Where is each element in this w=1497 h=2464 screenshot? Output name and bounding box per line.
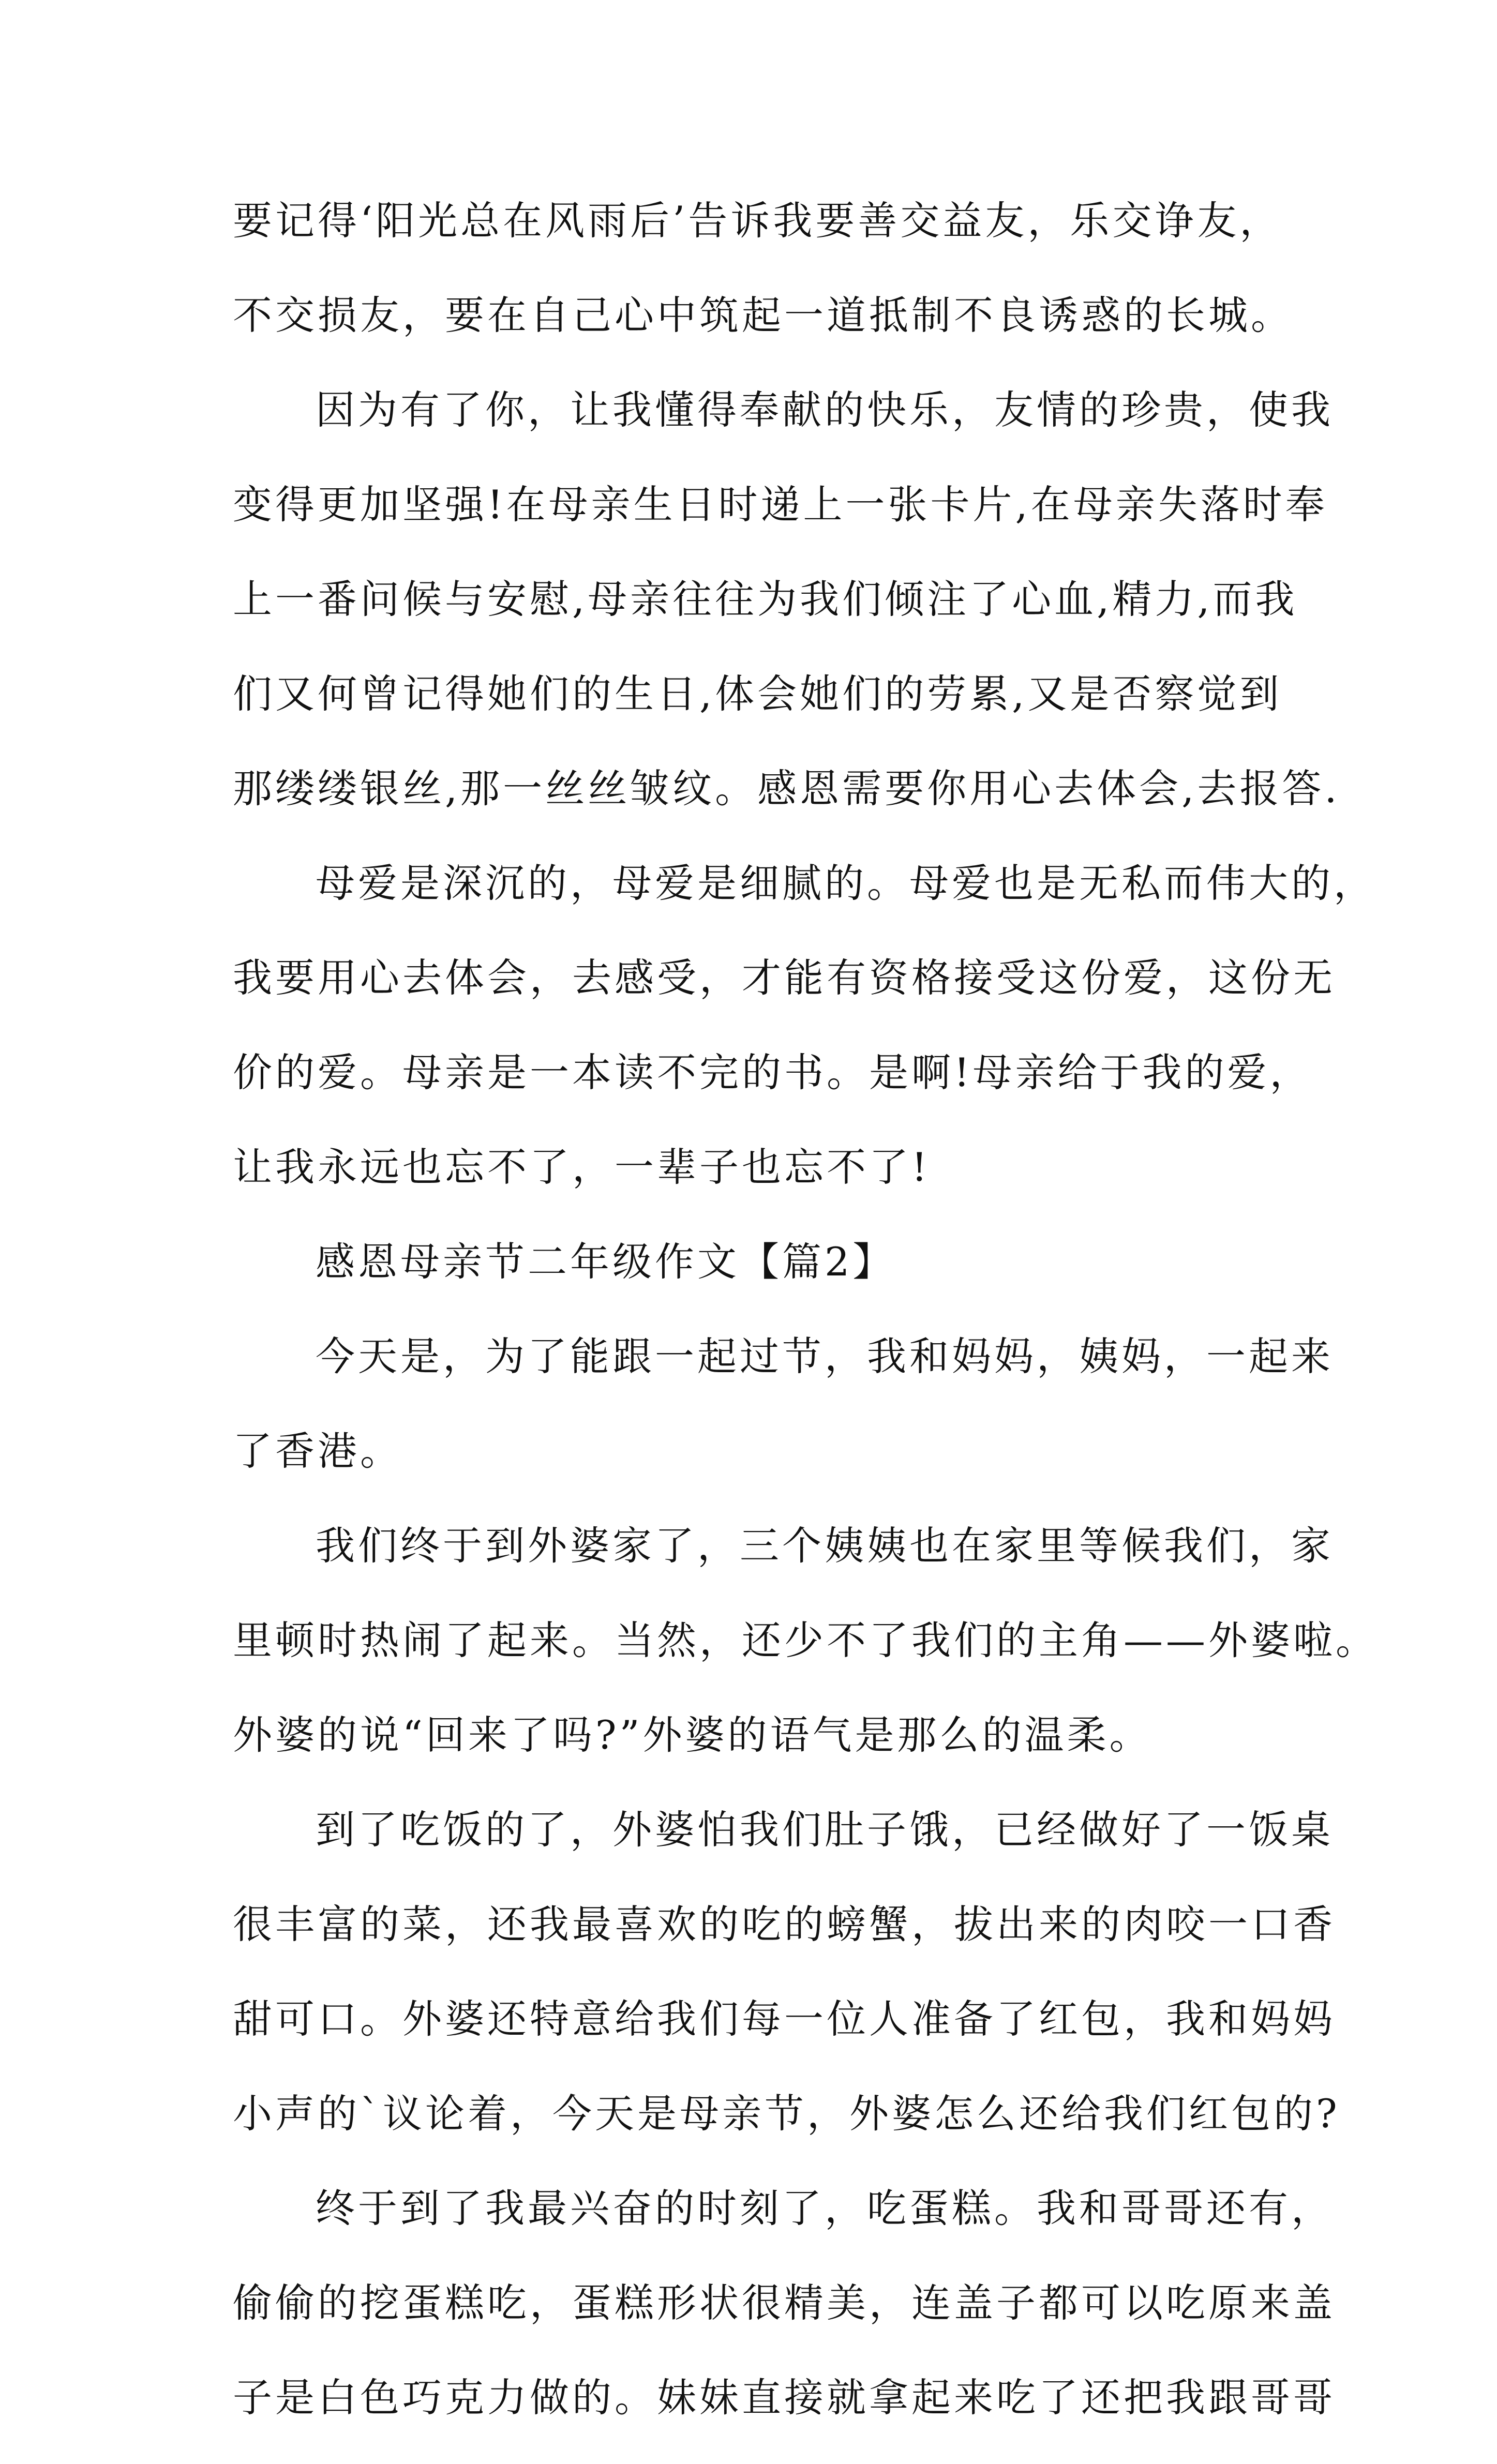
text-line: 母爱是深沉的，母爱是细腻的。母爱也是无私而伟大的， [316, 860, 1376, 906]
text-line: 我要用心去体会，去感受，才能有资格接受这份爱，这份无 [233, 955, 1336, 1001]
document-body [233, 192, 1378, 2464]
text-line: 小声的`议论着，今天是母亲节，外婆怎么还给我们红包的? [233, 2091, 1340, 2137]
text-line: 因为有了你，让我懂得奉献的快乐，友情的珍贵，使我 [316, 387, 1334, 433]
text-line: 我们终于到外婆家了，三个姨姨也在家里等候我们，家 [316, 1523, 1334, 1569]
text-line: 们又何曾记得她们的生日,体会她们的劳累,又是否察觉到 [233, 671, 1282, 717]
text-line: 感恩母亲节二年级作文【篇2】 [316, 1239, 895, 1285]
text-line: 了香港。 [233, 1428, 402, 1474]
text-line: 不交损友，要在自己心中筑起一道抵制不良诱惑的长城。 [233, 292, 1293, 338]
text-line: 今天是，为了能跟一起过节，我和妈妈，姨妈，一起来 [316, 1333, 1334, 1379]
text-line: 到了吃饭的了，外婆怕我们肚子饿，已经做好了一饭桌 [316, 1807, 1334, 1853]
text-line: 子是白色巧克力做的。妹妹直接就拿起来吃了还把我跟哥哥 [233, 2375, 1336, 2421]
text-line: 要记得‘阳光总在风雨后’告诉我要善交益友，乐交诤友， [233, 198, 1282, 244]
text-line: 变得更加坚强!在母亲生日时递上一张卡片,在母亲失落时奉 [233, 482, 1328, 528]
text-line: 外婆的说“回来了吗?”外婆的语气是那么的温柔。 [233, 1712, 1152, 1758]
text-line: 那缕缕银丝,那一丝丝皱纹。感恩需要你用心去体会,去报答. [233, 765, 1340, 812]
text-line: 让我永远也忘不了，一辈子也忘不了! [233, 1144, 931, 1190]
text-line: 偷偷的挖蛋糕吃，蛋糕形状很精美，连盖子都可以吃原来盖 [233, 2280, 1336, 2326]
text-line: 终于到了我最兴奋的时刻了，吃蛋糕。我和哥哥还有， [316, 2185, 1334, 2231]
text-line: 里顿时热闹了起来。当然，还少不了我们的主角——外婆啦。 [233, 1617, 1378, 1663]
text-line: 上一番问候与安慰,母亲往往为我们倾注了心血,精力,而我 [233, 576, 1298, 622]
text-line: 很丰富的菜，还我最喜欢的吃的螃蟹，拔出来的肉咬一口香 [233, 1901, 1336, 1947]
text-line: 甜可口。外婆还特意给我们每一位人准备了红包，我和妈妈 [233, 1996, 1336, 2042]
text-line: 价的爱。母亲是一本读不完的书。是啊!母亲给于我的爱， [233, 1049, 1312, 1095]
